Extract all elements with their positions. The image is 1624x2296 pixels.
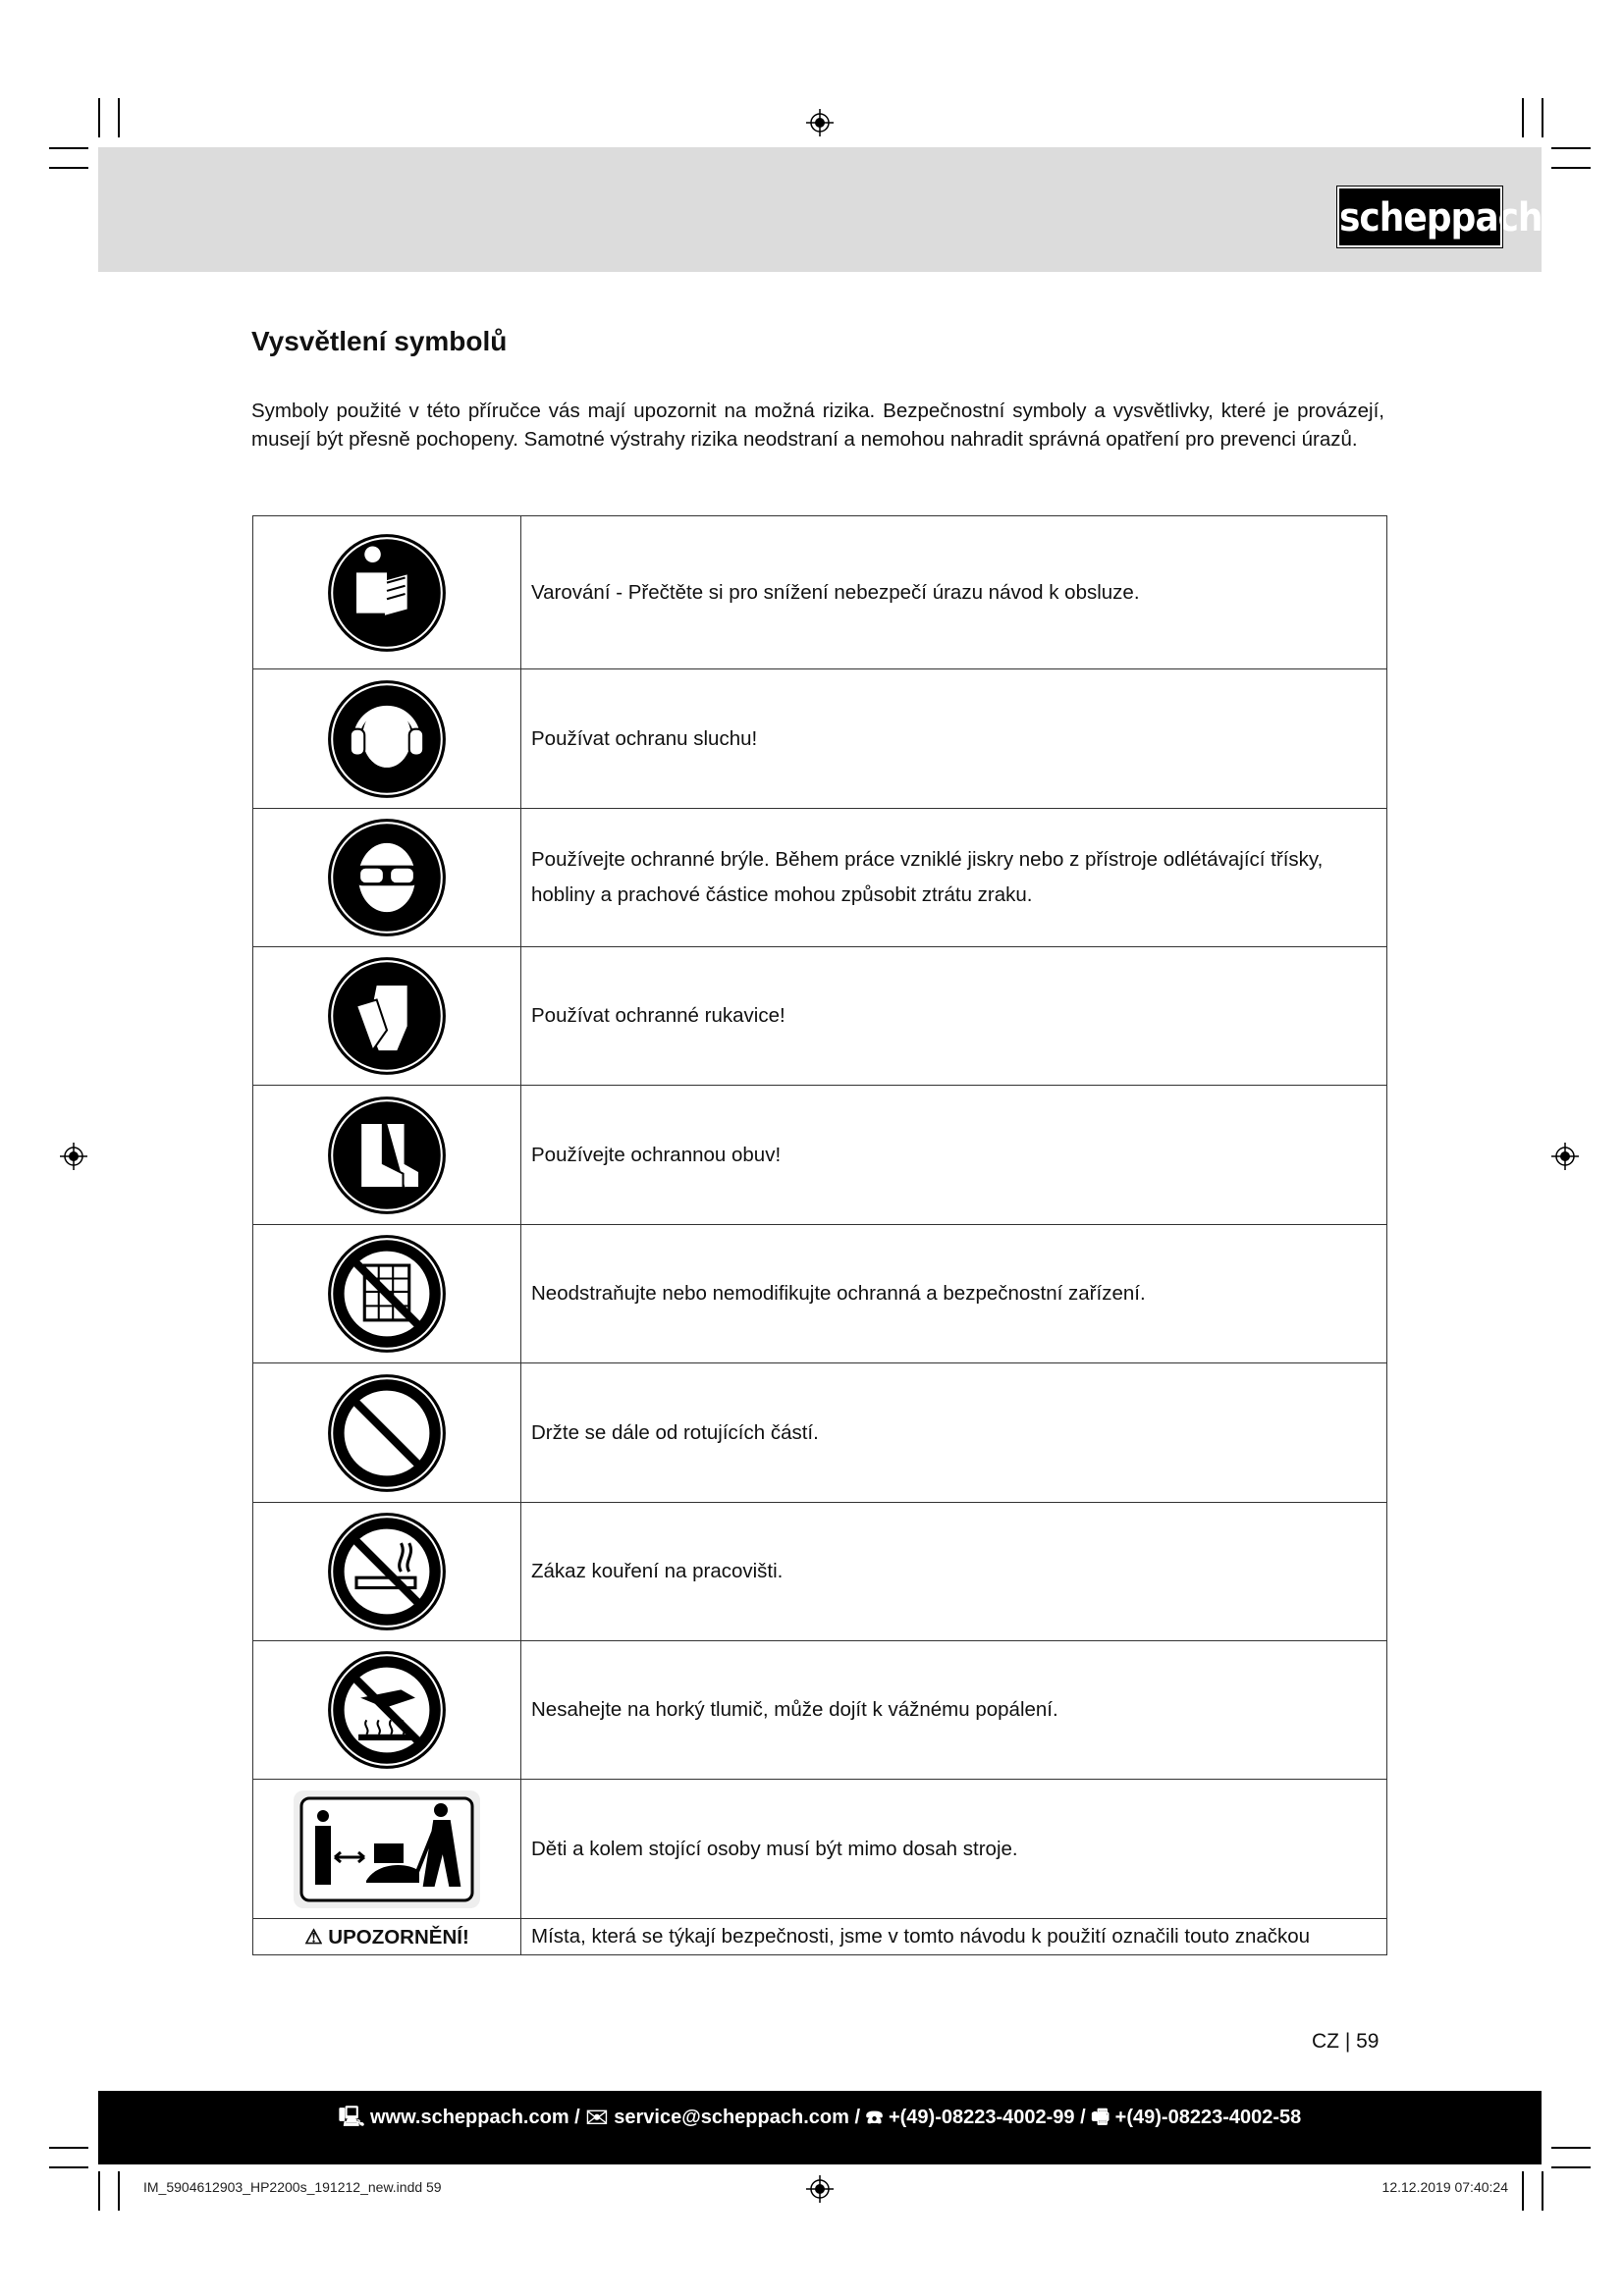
no-touch-hot-icon xyxy=(253,1649,520,1771)
symbols-table xyxy=(252,515,1387,1955)
slug-date: 12.12.2019 07:40:24 xyxy=(1381,2179,1508,2195)
symbol-description: Používat ochranné rukavice! xyxy=(521,947,1387,1086)
crop-mark xyxy=(1551,2147,1591,2149)
warning-label: ⚠ UPOZORNĚNÍ! xyxy=(253,1919,521,1955)
gloves-icon xyxy=(253,955,520,1077)
warning-text: Místa, která se týkají bezpečnosti, jsme v tomto návodu k použití označili touto značkou xyxy=(521,1919,1387,1955)
separator: / xyxy=(568,2107,586,2128)
phone-icon: ☎ xyxy=(865,2107,889,2128)
registration-mark-icon xyxy=(59,1142,88,1171)
symbol-cell xyxy=(253,1641,521,1780)
crop-mark xyxy=(49,2166,88,2168)
footer-email[interactable]: service@scheppach.com xyxy=(614,2107,849,2128)
symbol-description: Děti a kolem stojící osoby musí být mimo dosah stroje. xyxy=(521,1780,1387,1919)
slug-file: IM_5904612903_HP2200s_191212_new.indd 59 xyxy=(143,2179,442,2195)
crop-mark xyxy=(49,2147,88,2149)
symbol-description: Neodstraňujte nebo nemodifikujte ochranná a bezpečnostní zařízení. xyxy=(521,1225,1387,1363)
symbol-row xyxy=(253,1225,1387,1363)
symbol-row xyxy=(253,809,1387,947)
crop-mark xyxy=(1551,167,1591,169)
eye-protection-icon xyxy=(253,817,520,938)
page-title: Vysvětlení symbolů xyxy=(251,326,508,356)
footer-web[interactable]: www.scheppach.com xyxy=(369,2107,569,2128)
symbol-cell xyxy=(253,516,521,669)
symbol-description: Používejte ochrannou obuv! xyxy=(521,1086,1387,1225)
registration-mark-icon xyxy=(1550,1142,1580,1171)
crop-mark xyxy=(49,167,88,169)
safety-boots-icon xyxy=(253,1095,520,1216)
crop-mark xyxy=(49,147,88,149)
symbol-row xyxy=(253,947,1387,1086)
separator: / xyxy=(848,2107,866,2128)
keep-bystanders-away-icon xyxy=(253,1789,520,1910)
symbol-row xyxy=(253,1086,1387,1225)
symbol-cell xyxy=(253,809,521,947)
symbol-cell xyxy=(253,947,521,1086)
crop-mark xyxy=(118,2171,120,2211)
crop-mark xyxy=(1522,98,1524,137)
crop-mark xyxy=(98,98,100,137)
footer-phone: +(49)-08223-4002-99 xyxy=(888,2107,1075,2128)
crop-mark xyxy=(1542,98,1543,137)
symbol-description: Používejte ochranné brýle. Během práce vzniklé jiskry nebo z přístroje odlétávající třísky, hobliny a prachové částice mohou způsobit ztrátu zraku. xyxy=(521,809,1387,947)
symbol-description: Používat ochranu sluchu! xyxy=(521,669,1387,809)
crop-mark xyxy=(1522,2171,1524,2211)
symbol-cell xyxy=(253,1363,521,1503)
crop-mark xyxy=(98,2171,100,2211)
fax-icon: 🖷 xyxy=(1091,2107,1115,2128)
warning-row xyxy=(253,1919,1387,1955)
symbol-cell xyxy=(253,669,521,809)
crop-mark xyxy=(1542,2171,1543,2211)
symbol-cell xyxy=(253,1225,521,1363)
symbol-row xyxy=(253,669,1387,809)
computer-icon: 🖳 xyxy=(338,2107,370,2128)
registration-mark-icon xyxy=(805,108,835,137)
email-icon: ✉ xyxy=(585,2107,615,2128)
registration-mark-icon xyxy=(805,2174,835,2204)
symbol-cell xyxy=(253,1086,521,1225)
header-band xyxy=(98,147,1542,272)
separator: / xyxy=(1074,2107,1092,2128)
no-smoking-icon xyxy=(253,1511,520,1632)
no-remove-guard-icon xyxy=(253,1233,520,1355)
symbol-row xyxy=(253,516,1387,669)
symbol-row xyxy=(253,1780,1387,1919)
symbol-description: Nesahejte na horký tlumič, může dojít k vážnému popálení. xyxy=(521,1641,1387,1780)
crop-mark xyxy=(1551,2166,1591,2168)
no-rotating-parts-icon xyxy=(253,1372,520,1494)
crop-mark xyxy=(1551,147,1591,149)
brand-logo: scheppach xyxy=(1337,187,1502,247)
intro-paragraph: Symboly použité v této příručce vás mají upozornit na možná rizika. Bezpečnostní symboly a vysvětlivky, které je provázejí, musejí být přesně pochopeny. Samotné výstrahy rizika neodstraní a nemohou nahradit správná opatření pro prevenci úrazů. xyxy=(251,400,1384,451)
read-manual-icon xyxy=(253,532,520,654)
ear-protection-icon xyxy=(253,678,520,800)
crop-mark xyxy=(118,98,120,137)
symbol-cell xyxy=(253,1503,521,1641)
symbol-cell xyxy=(253,1780,521,1919)
symbol-row xyxy=(253,1503,1387,1641)
footer-bar xyxy=(98,2091,1542,2164)
symbol-description: Zákaz kouření na pracovišti. xyxy=(521,1503,1387,1641)
page-number: CZ | 59 xyxy=(1312,2030,1380,2053)
symbol-row xyxy=(253,1363,1387,1503)
symbol-description: Varování - Přečtěte si pro snížení nebezpečí úrazu návod k obsluze. xyxy=(521,516,1387,669)
symbol-row xyxy=(253,1641,1387,1780)
footer-fax: +(49)-08223-4002-58 xyxy=(1114,2107,1302,2128)
symbol-description: Držte se dále od rotujících částí. xyxy=(521,1363,1387,1503)
